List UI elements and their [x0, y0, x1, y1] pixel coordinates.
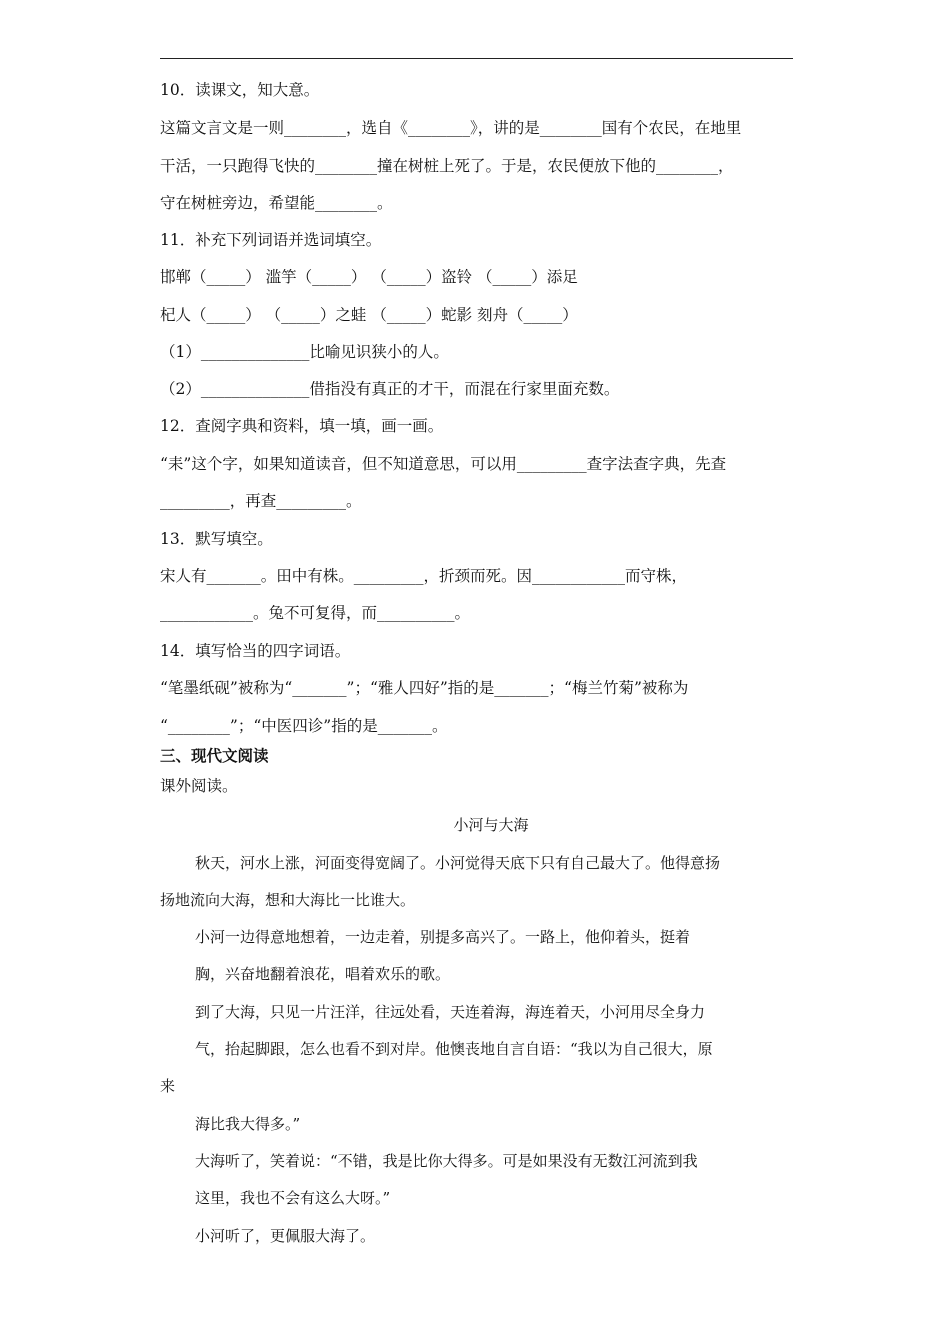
q10-line-2: 干活，一只跑得飞快的________撞在树桩上死了。于是，农民便放下他的________，: [160, 157, 734, 175]
story-p4-line-2: 这里，我也不会有这么大呀。”: [195, 1189, 391, 1207]
section-heading: 三、现代文阅读: [160, 746, 269, 765]
q12-line-2: _________，再查_________。: [160, 492, 362, 510]
q10-line-1: 这篇文言文是一则________，选自《________》，讲的是________国有个农民，在地里: [160, 119, 742, 137]
story-p1-line-1: 秋天，河水上涨，河面变得宽阔了。小河觉得天底下只有自己最大了。他得意扬: [195, 854, 721, 872]
story-p3-line-3: 来: [160, 1077, 176, 1095]
q10-title: 10．读课文，知大意。: [160, 81, 320, 99]
q14-title: 14．填写恰当的四字词语。: [160, 642, 351, 660]
q13-title: 13．默写填空。: [160, 530, 273, 548]
q13-line-2: ____________。兔不可复得，而__________。: [160, 604, 471, 622]
story-p3-line-4: 海比我大得多。”: [195, 1115, 301, 1133]
q11-item-2: （2）______________借指没有真正的才干，而混在行家里面充数。: [160, 380, 620, 398]
q11-title: 11．补充下列词语并选词填空。: [160, 231, 382, 249]
story-p3-line-1: 到了大海，只见一片汪洋，往远处看，天连着海，海连着天，小河用尽全身力: [195, 1003, 706, 1021]
q11-idioms-row-2: 杞人（_____） （_____）之蛙 （_____）蛇影 刻舟（_____）: [160, 306, 578, 324]
q12-line-1: “耒”这个字，如果知道读音，但不知道意思，可以用_________查字法查字典，先查: [160, 455, 727, 473]
q14-line-2: “________”；“中医四诊”指的是_______。: [160, 717, 448, 735]
story-title: 小河与大海: [453, 816, 529, 834]
q11-idioms-row-1: 邯郸（_____） 滥竽（_____） （_____）盗铃 （_____）添足: [160, 268, 578, 286]
story-p5-line-1: 小河听了，更佩服大海了。: [195, 1227, 376, 1245]
q13-line-1: 宋人有_______。田中有株。_________，折颈而死。因____________而守株，: [160, 567, 688, 585]
story-p2-line-1: 小河一边得意地想着，一边走着，别提多高兴了。一路上，他仰着头，挺着: [195, 928, 691, 946]
q12-title: 12．查阅字典和资料，填一填，画一画。: [160, 417, 444, 435]
section-instruction: 课外阅读。: [160, 777, 238, 795]
header-rule: [160, 58, 793, 59]
q11-item-1: （1）______________比喻见识狭小的人。: [160, 343, 449, 361]
story-p2-line-2: 胸，兴奋地翻着浪花，唱着欢乐的歌。: [195, 965, 451, 983]
story-p3-line-2: 气，抬起脚跟，怎么也看不到对岸。他懊丧地自言自语：“我以为自己很大，原: [195, 1040, 713, 1058]
q14-line-1: “笔墨纸砚”被称为“_______”；“雅人四好”指的是_______；“梅兰竹菊”被称为: [160, 679, 689, 697]
q10-line-3: 守在树桩旁边，希望能________。: [160, 194, 393, 212]
story-p1-line-2: 扬地流向大海，想和大海比一比谁大。: [160, 891, 416, 909]
story-p4-line-1: 大海听了，笑着说：“不错，我是比你大得多。可是如果没有无数江河流到我: [195, 1152, 698, 1170]
